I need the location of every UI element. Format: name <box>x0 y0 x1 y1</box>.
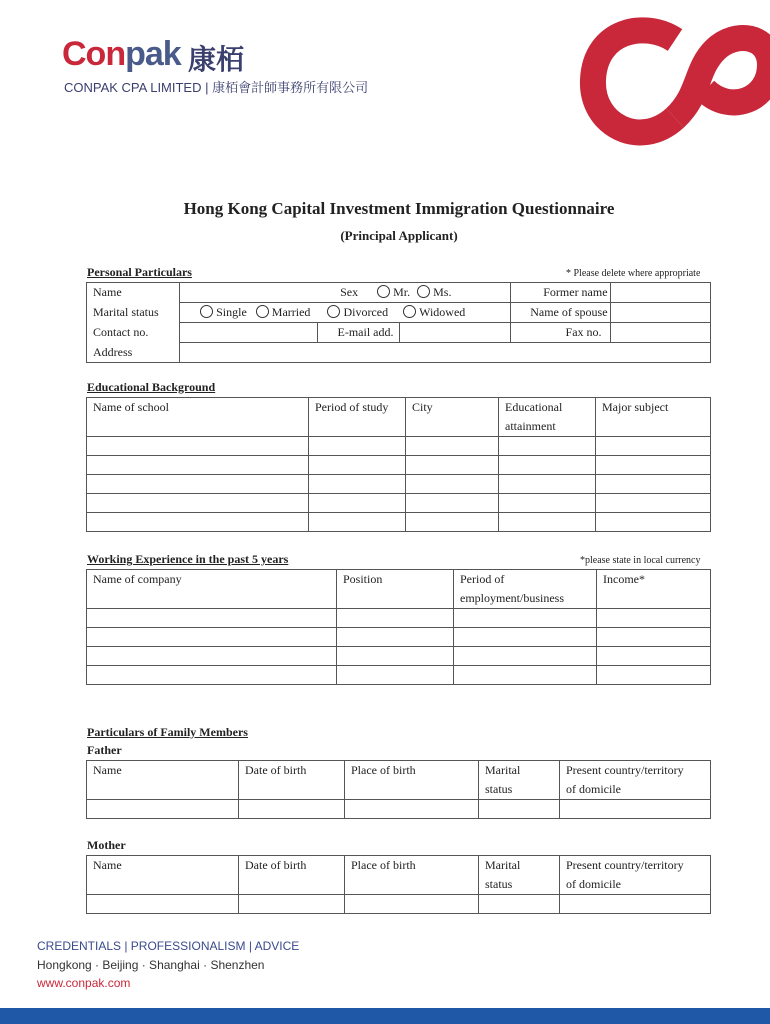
fax-field[interactable] <box>610 323 710 343</box>
page-subtitle: (Principal Applicant) <box>340 228 458 243</box>
col-company: Name of company <box>87 570 337 609</box>
married-radio[interactable] <box>256 305 269 318</box>
contact-field[interactable] <box>180 323 318 343</box>
col-country: Present country/territory of domicile <box>560 856 711 895</box>
col-pob: Place of birth <box>345 761 479 800</box>
work-note: *please state in local currency <box>580 555 701 566</box>
fax-label: Fax no. <box>511 323 610 343</box>
name-label: Name <box>87 283 180 303</box>
divorced-radio[interactable] <box>327 305 340 318</box>
logo-mark-icon <box>555 0 770 150</box>
single-radio[interactable] <box>200 305 213 318</box>
mr-label: Mr. <box>393 285 411 299</box>
education-table <box>86 397 711 532</box>
col-name: Name <box>87 761 239 800</box>
ms-label: Ms. <box>433 285 452 299</box>
page-title: Hong Kong Capital Investment Immigration Questionnaire <box>183 199 615 218</box>
col-period: Period of study <box>309 398 406 437</box>
footer-tagline: CREDENTIALS | PROFESSIONALISM | ADVICE <box>37 939 300 953</box>
col-position: Position <box>337 570 454 609</box>
table-row[interactable] <box>87 895 711 914</box>
table-row[interactable] <box>87 628 711 647</box>
spouse-field[interactable] <box>610 303 710 323</box>
address-label: Address <box>87 343 180 363</box>
family-heading: Particulars of Family Members <box>87 725 248 739</box>
former-name-field[interactable] <box>610 283 710 303</box>
table-row[interactable] <box>87 666 711 685</box>
col-country: Present country/territory of domicile <box>560 761 711 800</box>
former-name-label: Former name <box>511 283 610 303</box>
col-attainment: Educational attainment <box>499 398 596 437</box>
col-employment-period: Period of employment/business <box>454 570 597 609</box>
col-city: City <box>406 398 499 437</box>
company-name-line: CONPAK CPA LIMITED | 康栢會計師事務所有限公司 <box>64 80 369 95</box>
personal-table <box>86 282 711 363</box>
logo-wordmark: Conpak <box>62 35 181 73</box>
mr-radio[interactable] <box>377 285 390 298</box>
logo-chinese: 康栢 <box>188 43 245 76</box>
divorced-label: Divorced <box>343 305 389 319</box>
footer-website-link[interactable]: www.conpak.com <box>37 976 131 990</box>
table-row[interactable] <box>87 800 711 819</box>
table-row[interactable] <box>87 609 711 628</box>
table-row[interactable] <box>87 456 711 475</box>
personal-note: * Please delete where appropriate <box>566 268 701 279</box>
father-table <box>86 760 711 819</box>
col-income: Income* <box>597 570 711 609</box>
col-marital: Marital status <box>479 856 560 895</box>
work-table <box>86 569 711 685</box>
married-label: Married <box>271 305 311 319</box>
email-label: E-mail add. <box>318 323 400 343</box>
marital-options <box>180 303 511 323</box>
email-field[interactable] <box>400 323 511 343</box>
education-heading: Educational Background <box>87 380 216 394</box>
widowed-radio[interactable] <box>403 305 416 318</box>
work-heading: Working Experience in the past 5 years <box>87 552 289 566</box>
father-heading: Father <box>87 743 122 757</box>
footer-offices: Hongkong · Beijing · Shanghai · Shenzhen <box>37 958 265 972</box>
personal-heading: Personal Particulars <box>87 265 192 279</box>
table-row[interactable] <box>87 437 711 456</box>
spouse-label: Name of spouse <box>511 303 610 323</box>
ms-radio[interactable] <box>417 285 430 298</box>
table-row[interactable] <box>87 475 711 494</box>
col-dob: Date of birth <box>239 761 345 800</box>
mother-heading: Mother <box>87 838 126 852</box>
table-row[interactable] <box>87 494 711 513</box>
name-field[interactable] <box>180 283 511 303</box>
marital-label: Marital status <box>87 303 180 323</box>
single-label: Single <box>216 305 247 319</box>
table-row[interactable] <box>87 647 711 666</box>
col-major: Major subject <box>596 398 711 437</box>
contact-label: Contact no. <box>87 323 180 343</box>
mother-table <box>86 855 711 914</box>
col-school: Name of school <box>87 398 309 437</box>
widowed-label: Widowed <box>419 305 466 319</box>
col-dob: Date of birth <box>239 856 345 895</box>
address-field[interactable] <box>180 343 711 363</box>
col-name: Name <box>87 856 239 895</box>
col-marital: Marital status <box>479 761 560 800</box>
table-row[interactable] <box>87 513 711 532</box>
footer-bar <box>0 1008 770 1024</box>
sex-label: Sex <box>340 285 359 299</box>
col-pob: Place of birth <box>345 856 479 895</box>
